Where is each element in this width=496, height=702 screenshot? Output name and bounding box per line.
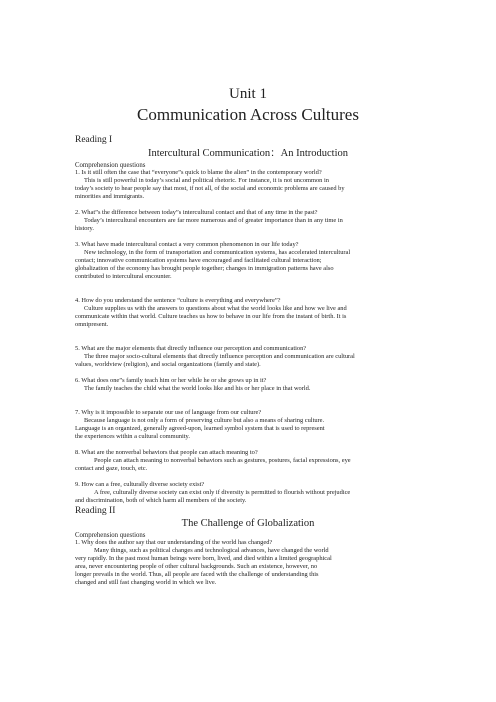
question-line: 1. Is it still often the case that “everyone”s quick to blame the alien” in the contemporary world? xyxy=(75,169,322,176)
question-line: 1. Why does the author say that our understanding of the world has changed? xyxy=(75,539,273,546)
question-line: 5. What are the major elements that directly influence our perception and communication? xyxy=(75,345,307,352)
answer-line: New technology, in the form of transportation and communication systems, has accelerated intercultural xyxy=(84,249,351,256)
question-line: 6. What does one”s family teach him or her while he or she grows up in it? xyxy=(75,377,267,384)
answer-line: values, worldview (religion), and social organizations (family and state). xyxy=(75,361,261,368)
reading-1-label: Reading I xyxy=(75,135,113,145)
answer-line: Language is an organized, generally agreed-upon, learned symbol system that is used to represent xyxy=(75,425,325,432)
reading-2-subtitle: The Challenge of Globalization xyxy=(181,518,315,529)
page-title: Communication Across Cultures xyxy=(137,105,359,124)
answer-line: A free, culturally diverse society can exist only if diversity is permitted to flourish without prejudice xyxy=(94,489,351,496)
answer-line: Today’s intercultural encounters are far more numerous and of greater importance than in any time in xyxy=(84,217,343,224)
reading-2-comprehension-label: Comprehension questions xyxy=(75,532,146,539)
answer-line: globalization of the economy has brought people together; changes in immigration patterns have also xyxy=(75,265,334,272)
answer-line: contact; innovative communication systems have encouraged and facilitated cultural interaction; xyxy=(75,257,322,264)
answer-line: the experiences within a cultural community. xyxy=(75,433,190,440)
reading-1-comprehension-label: Comprehension questions xyxy=(75,162,146,169)
question-line: 8. What are the nonverbal behaviors that people can attach meaning to? xyxy=(75,449,258,456)
reading-2-label: Reading II xyxy=(75,506,116,516)
answer-line: minorities and immigrants. xyxy=(75,193,145,200)
answer-line: People can attach meaning to nonverbal behaviors such as gestures, postures, facial expressions, eye xyxy=(94,457,351,464)
question-line: 3. What have made intercultural contact a very common phenomenon in our life today? xyxy=(75,241,299,248)
question-line: 2. What”s the difference between today”s intercultural contact and that of any time in the past? xyxy=(75,209,318,216)
question-line: 9. How can a free, culturally diverse society exist? xyxy=(75,481,205,488)
answer-line: history. xyxy=(75,225,94,232)
answer-line: today’s society to hear people say that most, if not all, of the social and economic problems are caused by xyxy=(75,185,345,192)
answer-line: omnipresent. xyxy=(75,321,109,328)
answer-line: communicate within that world. Culture teaches us how to behave in our life from the instant of birth. It is xyxy=(75,313,347,320)
answer-line: very rapidly. In the past most human beings were born, lived, and died within a limited geographical xyxy=(75,555,332,562)
answer-line: Because language is not only a form of preserving culture but also a means of sharing culture. xyxy=(84,417,325,424)
question-line: 4. How do you understand the sentence “culture is everything and everywhere”? xyxy=(75,297,281,304)
answer-line: changed and still fast changing world in which we live. xyxy=(75,579,217,586)
answer-line: area, never encountering people of other cultural backgrounds. Such an existence, however, no xyxy=(75,563,318,570)
answer-line: contact and gaze, touch, etc. xyxy=(75,465,148,472)
answer-line: Many things, such as political changes and technological advances, have changed the world xyxy=(94,547,329,554)
answer-line: The three major socio-cultural elements that directly influence perception and communication are cultural xyxy=(84,353,355,360)
reading-1-subtitle: Intercultural Communication：An Introduction xyxy=(147,148,349,159)
answer-line: longer prevails in the world. Thus, all people are faced with the challenge of understanding this xyxy=(75,571,319,578)
answer-line: contributed to intercultural encounter. xyxy=(75,273,172,280)
question-line: 7. Why is it impossible to separate our use of language from our culture? xyxy=(75,409,262,416)
answer-line: Culture supplies us with the answers to questions about what the world looks like and how we live and xyxy=(84,305,347,312)
answer-line: This is still powerful in today’s social and political rhetoric. For instance, it is not uncommon in xyxy=(84,177,329,184)
unit-heading: Unit 1 xyxy=(229,86,267,102)
answer-line: and discrimination, both of which harm all members of the society. xyxy=(75,497,247,504)
answer-line: The family teaches the child what the world looks like and his or her place in that world. xyxy=(84,385,311,392)
